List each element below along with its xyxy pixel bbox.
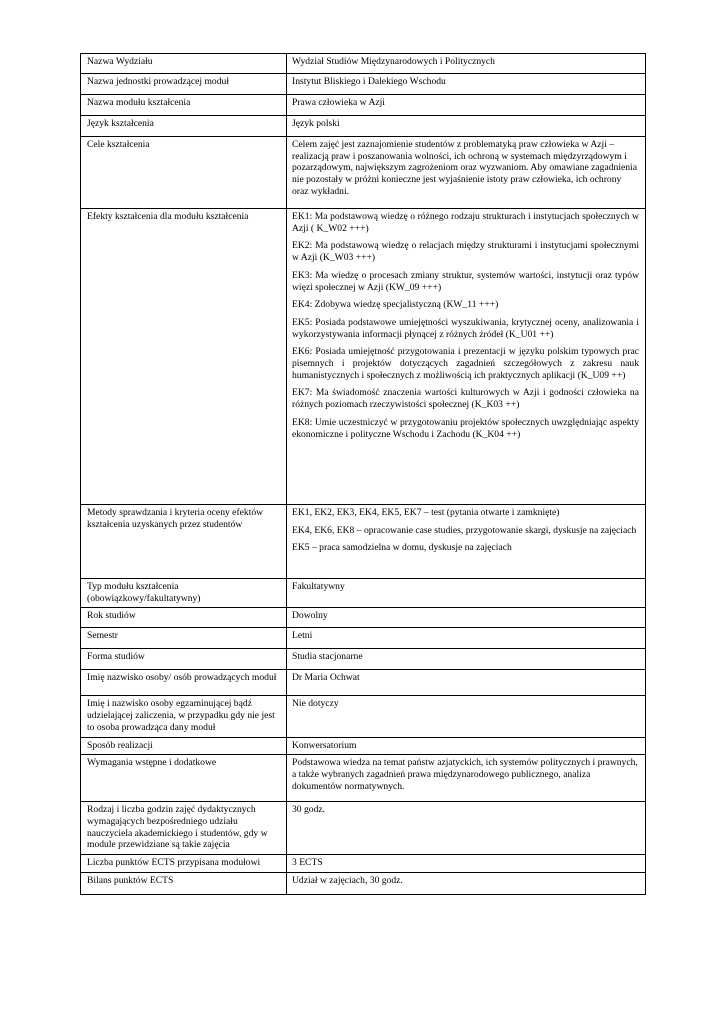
module-description-table [80,53,646,895]
table-row-ects-balance [81,873,646,895]
row-value: Prawa człowieka w Azji [287,95,646,116]
row-label: Cele kształcenia [81,137,287,209]
row-label: Rodzaj i liczba godzin zajęć dydaktycznych wymagających bezpośredniego udziału nauczyciela akademickiego i studentów, gdy w module przewidziane są takie zajęcia [81,802,287,855]
table-row-ects-points [81,855,646,873]
row-value: Dr Maria Ochwat [287,670,646,696]
table-row-learning-outcomes [81,209,646,505]
row-value-list [287,505,646,579]
outcome-item: EK5: Posiada podstawowe umiejętności wyszukiwania, krytycznej oceny, analizowania i wykorzystywania informacji płynącej z różnych źródeł (K_U01 ++) [292,316,639,340]
method-item: EK4, EK6, EK8 – opracowanie case studies, przygotowanie skargi, dyskusje na zajęciach [292,524,637,536]
row-value-list [287,209,646,505]
row-value: Fakultatywny [287,579,646,608]
table-row-contact-hours [81,802,646,855]
outcome-item: EK8: Umie uczestniczyć w przygotowaniu projektów społecznych uwzględniając aspekty ekonomiczne i polityczne Wschodu i Zachodu (K_K04 ++) [292,416,639,440]
row-label: Bilans punktów ECTS [81,873,287,895]
table-row-faculty-name [81,54,646,74]
row-label: Nazwa jednostki prowadzącej moduł [81,74,287,95]
row-label: Typ modułu kształcenia (obowiązkowy/fakultatywny) [81,579,287,608]
row-label: Nazwa Wydziału [81,54,287,74]
outcome-item: EK3: Ma wiedzę o procesach zmiany struktur, systemów wartości, instytucji oraz typów więzi społecznej w Azji (KW_09 +++) [292,269,639,293]
row-label: Rok studiów [81,608,287,628]
table-row-instructors [81,670,646,696]
table-row-semester [81,628,646,649]
table-row-year [81,608,646,628]
table-row-assessment-methods [81,505,646,579]
table-row-language [81,116,646,137]
row-value: 30 godz. [287,802,646,855]
row-label: Forma studiów [81,649,287,670]
table-row-study-form [81,649,646,670]
row-label: Imię nazwisko osoby/ osób prowadzących moduł [81,670,287,696]
row-value: Instytut Bliskiego i Dalekiego Wschodu [287,74,646,95]
row-value: Wydział Studiów Międzynarodowych i Politycznych [287,54,646,74]
table-row-prerequisites [81,755,646,802]
row-value: Letni [287,628,646,649]
row-value: Dowolny [287,608,646,628]
outcome-item: EK6: Posiada umiejętność przygotowania i prezentacji w języku polskim typowych prac pisemnych i projektów dotyczących zagadnień szczegółowych z zakresu nauk humanistycznych i społecznych z możliwością ich praktycznych aplikacji (K_U09 ++) [292,346,639,381]
method-item: EK1, EK2, EK3, EK4, EK5, EK7 – test (pytania otwarte i zamknięte) [292,507,560,518]
row-label: Nazwa modułu kształcenia [81,95,287,116]
row-value: Podstawowa wiedza na temat państw azjatyckich, ich systemów politycznych i prawnych, a także wybranych zagadnień prawa międzynarodowego publicznego, analiza dokumentów normatywnych. [287,755,646,802]
table-row-module-type [81,579,646,608]
outcome-item: EK2: Ma podstawową wiedzę o relacjach między strukturami i instytucjami społecznymi w Azji (K_W03 +++) [292,240,639,264]
table-row-objectives [81,137,646,209]
row-label: Efekty kształcenia dla modułu kształcenia [81,209,287,505]
table-row-examiner [81,696,646,737]
row-value: Konwersatorium [287,737,646,755]
row-value: Udział w zajęciach, 30 godz. [287,873,646,895]
outcome-item: EK4: Zdobywa wiedzę specjalistyczną (KW_11 +++) [292,299,499,311]
row-label: Liczba punktów ECTS przypisana modułowi [81,855,287,873]
row-value: Celem zajęć jest zaznajomienie studentów z problematyką praw człowieka w Azji – realizacją praw i poszanowania wolności, ich ochroną w systemach międzyrządowym i pozarządowym, największym zagrożeniom oraz wyzwaniom. Aby omawiane zagadnienia nie pozostały w próżni konieczne jest wyjaśnienie istoty praw człowieka, ich ochrony oraz wykładni. [287,137,646,209]
row-value: Język polski [287,116,646,137]
row-label: Metody sprawdzania i kryteria oceny efektów kształcenia uzyskanych przez studentów [81,505,287,579]
row-label: Wymagania wstępne i dodatkowe [81,755,287,802]
outcome-item: EK7: Ma świadomość znaczenia wartości kulturowych w Azji i godności człowieka na różnych poziomach rzeczywistości społecznej (K_K03 ++) [292,387,639,411]
row-label: Sposób realizacji [81,737,287,755]
row-label: Język kształcenia [81,116,287,137]
table-row-module-name [81,95,646,116]
row-value: Nie dotyczy [287,696,646,737]
table-row-unit-name [81,74,646,95]
row-value: Studia stacjonarne [287,649,646,670]
row-label: Imię i nazwisko osoby egzaminującej bądź udzielającej zaliczenia, w przypadku gdy nie jest to osoba prowadząca dany moduł [81,696,287,737]
row-label: Semestr [81,628,287,649]
outcome-item: EK1: Ma podstawową wiedzę o różnego rodzaju strukturach i instytucjach społecznych w Azji ( K_W02 +++) [292,211,639,234]
method-item: EK5 – praca samodzielna w domu, dyskusje na zajęciach [292,542,512,554]
row-value: 3 ECTS [287,855,646,873]
table-row-delivery-mode [81,737,646,755]
